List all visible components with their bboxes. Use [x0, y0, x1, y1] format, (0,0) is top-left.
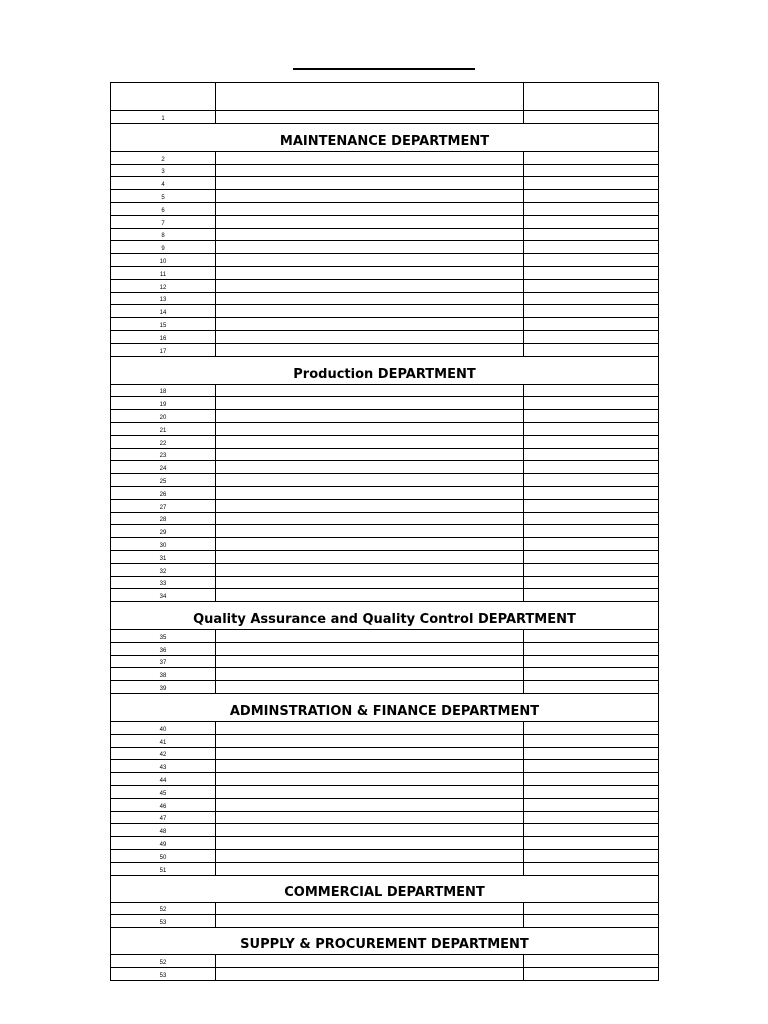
row-description-cell — [216, 955, 524, 968]
table-row — [111, 824, 659, 837]
row-description-cell — [216, 589, 524, 602]
section-header-row — [111, 694, 659, 722]
section-title: COMMERCIAL DEPARTMENT — [111, 875, 659, 902]
row-description-cell — [216, 254, 524, 267]
row-number: 4 — [111, 177, 216, 190]
row-value-cell — [524, 384, 659, 397]
table-row — [111, 266, 659, 279]
row-value-cell — [524, 968, 659, 981]
row-number: 49 — [111, 837, 216, 850]
table-row — [111, 811, 659, 824]
table-row — [111, 435, 659, 448]
row-value-cell — [524, 435, 659, 448]
row-number: 5 — [111, 190, 216, 203]
row-value-cell — [524, 747, 659, 760]
table-row — [111, 655, 659, 668]
row-description-cell — [216, 668, 524, 681]
table-row — [111, 202, 659, 215]
row-value-cell — [524, 850, 659, 863]
row-description-cell — [216, 576, 524, 589]
title-underline — [293, 68, 475, 70]
row-description-cell — [216, 734, 524, 747]
table-row — [111, 151, 659, 164]
row-number: 38 — [111, 668, 216, 681]
row-number: 24 — [111, 461, 216, 474]
row-value-cell — [524, 837, 659, 850]
row-number: 31 — [111, 550, 216, 563]
row-number: 14 — [111, 305, 216, 318]
table-row — [111, 279, 659, 292]
row-number: 36 — [111, 642, 216, 655]
row-value-cell — [524, 786, 659, 799]
row-number: 17 — [111, 343, 216, 356]
department-table — [110, 82, 659, 981]
table-row — [111, 915, 659, 928]
row-description-cell — [216, 499, 524, 512]
row-number: 27 — [111, 499, 216, 512]
section-title: ADMINSTRATION & FINANCE DEPARTMENT — [111, 694, 659, 722]
section-title: Quality Assurance and Quality Control DEPARTMENT — [111, 602, 659, 630]
table-row — [111, 241, 659, 254]
row-number: 28 — [111, 512, 216, 525]
row-value-cell — [524, 681, 659, 694]
row-value-cell — [524, 760, 659, 773]
table-row — [111, 589, 659, 602]
row-description-cell — [216, 410, 524, 423]
row-number: 45 — [111, 786, 216, 799]
table-row — [111, 512, 659, 525]
row-number: 42 — [111, 747, 216, 760]
row-number: 46 — [111, 798, 216, 811]
row-number: 8 — [111, 228, 216, 241]
row-description-cell — [216, 512, 524, 525]
row-description-cell — [216, 681, 524, 694]
table-row — [111, 786, 659, 799]
table-row — [111, 550, 659, 563]
table-row — [111, 734, 659, 747]
row-number: 33 — [111, 576, 216, 589]
row-description-cell — [216, 902, 524, 915]
row-number: 44 — [111, 773, 216, 786]
row-value-cell — [524, 111, 659, 124]
table-row — [111, 773, 659, 786]
table-row — [111, 410, 659, 423]
table-row — [111, 177, 659, 190]
row-value-cell — [524, 512, 659, 525]
row-description-cell — [216, 722, 524, 735]
row-description-cell — [216, 202, 524, 215]
row-description-cell — [216, 563, 524, 576]
row-value-cell — [524, 254, 659, 267]
row-value-cell — [524, 798, 659, 811]
row-value-cell — [524, 722, 659, 735]
row-number: 39 — [111, 681, 216, 694]
row-number: 50 — [111, 850, 216, 863]
row-description-cell — [216, 811, 524, 824]
row-number: 48 — [111, 824, 216, 837]
table-row — [111, 254, 659, 267]
header-cell-description — [216, 83, 524, 111]
row-description-cell — [216, 837, 524, 850]
row-value-cell — [524, 292, 659, 305]
row-number: 52 — [111, 902, 216, 915]
row-description-cell — [216, 151, 524, 164]
row-number: 9 — [111, 241, 216, 254]
row-description-cell — [216, 397, 524, 410]
table-row — [111, 164, 659, 177]
table-body — [111, 83, 659, 981]
row-value-cell — [524, 824, 659, 837]
row-description-cell — [216, 798, 524, 811]
row-number: 22 — [111, 435, 216, 448]
row-description-cell — [216, 435, 524, 448]
row-number: 26 — [111, 486, 216, 499]
row-value-cell — [524, 461, 659, 474]
row-number: 20 — [111, 410, 216, 423]
row-number: 16 — [111, 330, 216, 343]
row-value-cell — [524, 655, 659, 668]
table-row — [111, 576, 659, 589]
row-value-cell — [524, 499, 659, 512]
row-description-cell — [216, 292, 524, 305]
row-number: 53 — [111, 915, 216, 928]
row-value-cell — [524, 190, 659, 203]
row-description-cell — [216, 318, 524, 331]
section-title: Production DEPARTMENT — [111, 356, 659, 384]
row-number: 12 — [111, 279, 216, 292]
section-header-row — [111, 356, 659, 384]
table-row — [111, 968, 659, 981]
row-value-cell — [524, 486, 659, 499]
row-description-cell — [216, 305, 524, 318]
header-cell-number — [111, 83, 216, 111]
row-description-cell — [216, 384, 524, 397]
row-number: 40 — [111, 722, 216, 735]
table-row — [111, 668, 659, 681]
row-description-cell — [216, 655, 524, 668]
section-header-row — [111, 875, 659, 902]
row-value-cell — [524, 563, 659, 576]
row-value-cell — [524, 202, 659, 215]
row-description-cell — [216, 630, 524, 643]
row-value-cell — [524, 305, 659, 318]
table-row — [111, 902, 659, 915]
row-value-cell — [524, 550, 659, 563]
row-description-cell — [216, 343, 524, 356]
table-row — [111, 384, 659, 397]
row-number: 34 — [111, 589, 216, 602]
row-description-cell — [216, 824, 524, 837]
row-description-cell — [216, 642, 524, 655]
section-header-row — [111, 123, 659, 151]
row-value-cell — [524, 642, 659, 655]
row-description-cell — [216, 538, 524, 551]
table-row — [111, 760, 659, 773]
section-header-row — [111, 602, 659, 630]
row-number: 2 — [111, 151, 216, 164]
row-number: 21 — [111, 422, 216, 435]
row-value-cell — [524, 151, 659, 164]
row-description-cell — [216, 215, 524, 228]
table-row — [111, 228, 659, 241]
table-row — [111, 422, 659, 435]
row-description-cell — [216, 422, 524, 435]
row-number: 51 — [111, 862, 216, 875]
row-description-cell — [216, 550, 524, 563]
row-number: 30 — [111, 538, 216, 551]
row-number: 43 — [111, 760, 216, 773]
row-number: 47 — [111, 811, 216, 824]
table-row — [111, 330, 659, 343]
table-row — [111, 486, 659, 499]
row-description-cell — [216, 190, 524, 203]
row-value-cell — [524, 773, 659, 786]
table-row — [111, 343, 659, 356]
row-description-cell — [216, 747, 524, 760]
row-description-cell — [216, 915, 524, 928]
table-row — [111, 538, 659, 551]
row-value-cell — [524, 630, 659, 643]
row-description-cell — [216, 850, 524, 863]
row-description-cell — [216, 266, 524, 279]
row-number: 32 — [111, 563, 216, 576]
row-value-cell — [524, 266, 659, 279]
row-description-cell — [216, 525, 524, 538]
row-value-cell — [524, 902, 659, 915]
row-value-cell — [524, 448, 659, 461]
row-number: 18 — [111, 384, 216, 397]
row-description-cell — [216, 279, 524, 292]
row-value-cell — [524, 589, 659, 602]
table-row — [111, 642, 659, 655]
row-description-cell — [216, 461, 524, 474]
row-value-cell — [524, 279, 659, 292]
table-row — [111, 305, 659, 318]
row-number: 13 — [111, 292, 216, 305]
table-row — [111, 525, 659, 538]
table-row — [111, 722, 659, 735]
table-row — [111, 448, 659, 461]
table-row — [111, 681, 659, 694]
row-value-cell — [524, 474, 659, 487]
row-description-cell — [216, 177, 524, 190]
row-number: 1 — [111, 111, 216, 124]
row-value-cell — [524, 668, 659, 681]
table-row — [111, 292, 659, 305]
row-value-cell — [524, 318, 659, 331]
row-number: 10 — [111, 254, 216, 267]
row-value-cell — [524, 811, 659, 824]
row-value-cell — [524, 538, 659, 551]
row-description-cell — [216, 786, 524, 799]
row-number: 23 — [111, 448, 216, 461]
row-value-cell — [524, 215, 659, 228]
row-description-cell — [216, 862, 524, 875]
row-number: 52 — [111, 955, 216, 968]
header-cell-value — [524, 83, 659, 111]
row-value-cell — [524, 862, 659, 875]
row-description-cell — [216, 760, 524, 773]
row-value-cell — [524, 241, 659, 254]
section-title: SUPPLY & PROCUREMENT DEPARTMENT — [111, 928, 659, 955]
row-description-cell — [216, 474, 524, 487]
row-number: 3 — [111, 164, 216, 177]
section-title: MAINTENANCE DEPARTMENT — [111, 123, 659, 151]
table-row — [111, 630, 659, 643]
row-value-cell — [524, 525, 659, 538]
row-number: 25 — [111, 474, 216, 487]
row-value-cell — [524, 228, 659, 241]
table-row — [111, 474, 659, 487]
table-row — [111, 850, 659, 863]
row-value-cell — [524, 177, 659, 190]
row-number: 11 — [111, 266, 216, 279]
row-description-cell — [216, 968, 524, 981]
row-number: 53 — [111, 968, 216, 981]
row-value-cell — [524, 164, 659, 177]
row-number: 19 — [111, 397, 216, 410]
table-row — [111, 397, 659, 410]
row-description-cell — [216, 228, 524, 241]
row-value-cell — [524, 410, 659, 423]
row-description-cell — [216, 448, 524, 461]
row-description-cell — [216, 241, 524, 254]
table-row — [111, 955, 659, 968]
table-row — [111, 563, 659, 576]
row-description-cell — [216, 330, 524, 343]
table-row — [111, 190, 659, 203]
table-row — [111, 798, 659, 811]
row-value-cell — [524, 915, 659, 928]
row-value-cell — [524, 734, 659, 747]
row-description-cell — [216, 164, 524, 177]
row-number: 7 — [111, 215, 216, 228]
row-number: 37 — [111, 655, 216, 668]
table-row — [111, 111, 659, 124]
table-row — [111, 461, 659, 474]
row-value-cell — [524, 576, 659, 589]
header-row — [111, 83, 659, 111]
table-row — [111, 862, 659, 875]
row-description-cell — [216, 773, 524, 786]
row-value-cell — [524, 397, 659, 410]
row-value-cell — [524, 955, 659, 968]
table-row — [111, 747, 659, 760]
row-description-cell — [216, 486, 524, 499]
table-row — [111, 837, 659, 850]
row-description-cell — [216, 111, 524, 124]
table-row — [111, 215, 659, 228]
section-header-row — [111, 928, 659, 955]
row-value-cell — [524, 343, 659, 356]
row-value-cell — [524, 422, 659, 435]
row-value-cell — [524, 330, 659, 343]
row-number: 6 — [111, 202, 216, 215]
row-number: 29 — [111, 525, 216, 538]
table-row — [111, 318, 659, 331]
row-number: 15 — [111, 318, 216, 331]
table-row — [111, 499, 659, 512]
row-number: 41 — [111, 734, 216, 747]
row-number: 35 — [111, 630, 216, 643]
